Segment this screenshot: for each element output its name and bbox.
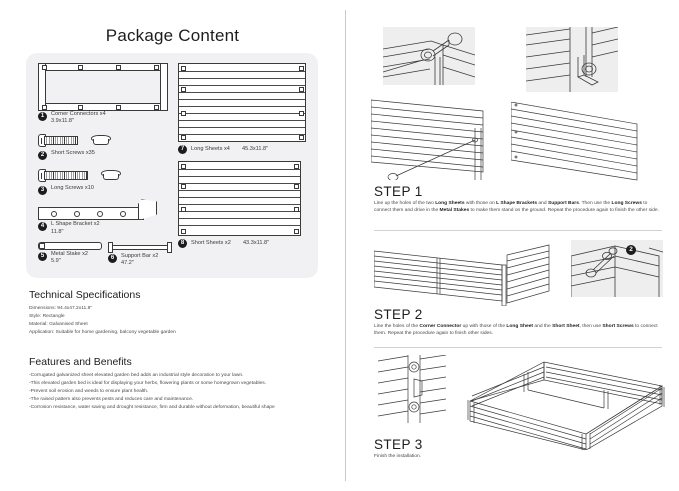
part-caption — [38, 251, 100, 265]
spec-line-material: Material: Galvanised Sheet — [29, 322, 88, 327]
part-l-shape-bracket — [38, 199, 173, 235]
part-badge: 2 — [38, 151, 47, 160]
part-caption — [38, 111, 173, 125]
spec-line-application: Application: Suitable for home gardening, balcony vegetable garden — [29, 330, 176, 335]
long-screw-illustration — [38, 166, 173, 183]
part-dimension: 45.3x11.8" — [242, 145, 269, 152]
part-name: Short Sheets x2 — [191, 239, 231, 246]
part-name: L Shape Bracket x2 — [51, 221, 100, 228]
feature-line-1: -Corrugated galvanized sheet elevated garden bed adds an industrial style decoration to your lawn. — [29, 373, 244, 378]
l-shape-bracket-illustration — [38, 199, 158, 219]
page-title: Package Content — [105, 26, 240, 45]
part-caption — [178, 144, 308, 154]
step2-assembly — [374, 243, 559, 306]
step3-heading: STEP 3 — [374, 437, 423, 452]
technical-specifications-heading: Technical Specifications — [29, 289, 141, 301]
short-screw-illustration — [38, 131, 173, 148]
part-dimension: 11.8" — [51, 228, 64, 235]
part-name: Support Bar x2 — [121, 252, 159, 259]
package-content-box — [26, 53, 318, 278]
part-dimension: 47.2" — [121, 260, 134, 267]
part-caption — [108, 253, 170, 267]
spec-line-dimensions: Dimensions: 94.4x47.2x11.8" — [29, 306, 93, 311]
part-badge: 5 — [38, 252, 47, 261]
feature-line-3: -Prevent soil erosion and weeds to ensure plant health. — [29, 389, 149, 394]
part-name: Long Screws x10 — [51, 185, 94, 192]
support-bar-illustration — [108, 242, 170, 251]
feature-line-5: -Corrosion resistance, water saving and drought resistance, firm and durable without deformation, beautiful shape — [29, 405, 275, 410]
short-sheet-illustration — [178, 161, 301, 236]
spec-line-style: Style: Rectangle — [29, 314, 65, 319]
part-corner-connectors — [38, 63, 173, 125]
part-dimension: 43.3x11.8" — [242, 239, 270, 246]
part-badge: 4 — [38, 222, 47, 231]
feature-line-2: -This elevated garden bed is ideal for displaying your herbs, flowering plants or some homegrown vegetables. — [29, 381, 267, 386]
step3-corner-detail — [378, 355, 446, 423]
part-dimension: 3.9x11.8" — [51, 118, 75, 125]
part-badge: 6 — [108, 254, 117, 263]
step1-body: Line up the holes of the two Long Sheets with those on L Shape Brackets and Support Bars. Then use the Long Screws to connect them and drive in the Metal Stakes to make them stand on the ground. Repeat the procedure again to finish the other side. — [374, 201, 659, 214]
step1-assembly-left — [371, 98, 506, 180]
part-caption — [38, 150, 173, 160]
part-support-bar — [108, 242, 170, 267]
nut-icon — [101, 170, 119, 180]
features-and-benefits-heading: Features and Benefits — [29, 356, 132, 368]
part-dimension: 5.9" — [51, 258, 61, 265]
step2-separator — [374, 347, 662, 348]
corner-connector-illustration — [38, 63, 166, 109]
part-name: Corner Connectors x4 — [51, 111, 106, 117]
part-long-sheets — [178, 63, 308, 154]
part-badge: 3 — [38, 186, 47, 195]
nut-icon — [91, 135, 109, 145]
feature-line-4: -The raised pattern also prevents pests and reduces care and maintenance. — [29, 397, 194, 402]
parts-column-right — [178, 63, 308, 251]
part-caption — [178, 238, 308, 248]
parts-column-left — [38, 63, 173, 270]
step1-detail-inset-left — [383, 27, 475, 85]
step2-heading: STEP 2 — [374, 307, 423, 322]
part-badge: 7 — [178, 145, 187, 154]
part-name: Metal Stake x2 — [51, 250, 88, 257]
part-name: Short Screws x35 — [51, 150, 95, 157]
step3-finished-bed — [466, 358, 666, 450]
part-caption — [38, 221, 173, 235]
long-sheet-illustration — [178, 63, 306, 142]
part-name: Long Sheets x4 — [191, 145, 230, 152]
step2-body: Line the holes of the Corner Connector up with those of the Long Sheet and the Short Sheet, then use Short Screws to connect them. Repeat the procedure again to finish other sides. — [374, 324, 658, 337]
part-caption — [38, 185, 173, 195]
part-short-sheets — [178, 161, 308, 248]
step2-detail-inset — [571, 240, 663, 297]
step1-detail-inset-right — [526, 27, 618, 92]
part-metal-stake — [38, 242, 100, 267]
right-panel — [346, 0, 679, 491]
step1-separator — [374, 230, 662, 231]
parts-row-stake-support — [38, 242, 173, 270]
part-badge: 8 — [178, 239, 187, 248]
step2-callout-badge: 2 — [626, 245, 636, 255]
step1-assembly-right — [511, 102, 646, 182]
part-badge: 1 — [38, 112, 47, 121]
metal-stake-illustration — [38, 242, 100, 249]
step1-heading: STEP 1 — [374, 184, 423, 199]
step3-body: Finish the installation. — [374, 454, 422, 459]
part-long-screws — [38, 166, 173, 195]
part-short-screws — [38, 131, 173, 160]
